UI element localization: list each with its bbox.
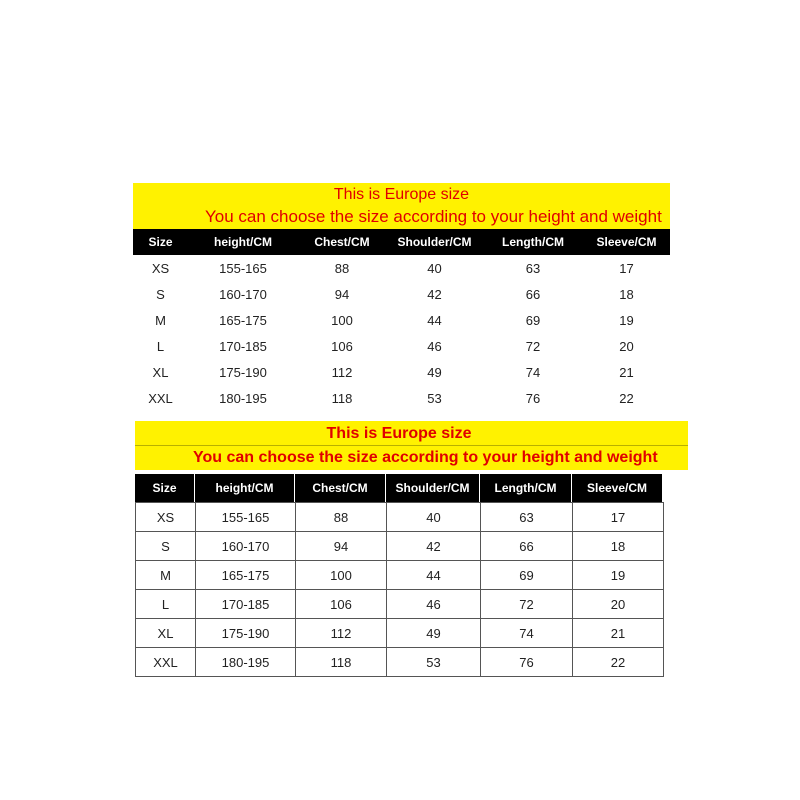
chart-banner — [133, 183, 670, 229]
table-row — [133, 281, 670, 307]
cell-length: 69 — [481, 561, 573, 590]
cell-chest: 106 — [331, 338, 353, 354]
header-chest: Chest/CM — [295, 474, 386, 502]
cell-shoulder: 42 — [387, 532, 481, 561]
cell-chest: 88 — [334, 260, 350, 276]
cell-chest: 118 — [331, 390, 353, 406]
table-row — [133, 359, 670, 385]
cell-size: M — [136, 561, 196, 590]
table-row — [133, 307, 670, 333]
header-height: height/CM — [214, 235, 272, 249]
cell-height: 180-195 — [196, 648, 296, 677]
header-height: height/CM — [195, 474, 295, 502]
cell-shoulder: 49 — [427, 364, 442, 380]
cell-shoulder: 44 — [427, 312, 442, 328]
header-size: Size — [148, 235, 173, 249]
cell-sleeve: 17 — [573, 503, 664, 532]
table-body — [133, 255, 670, 411]
chart-subtitle: You can choose the size according to your height and weight — [205, 207, 662, 226]
cell-height: 165-175 — [219, 312, 267, 328]
table-row — [136, 648, 664, 677]
cell-length: 69 — [525, 312, 541, 328]
cell-size: XXL — [136, 648, 196, 677]
cell-size: XXL — [148, 390, 173, 406]
cell-shoulder: 46 — [427, 338, 442, 354]
cell-shoulder: 42 — [427, 286, 442, 302]
cell-height: 160-170 — [219, 286, 267, 302]
cell-sleeve: 18 — [573, 532, 664, 561]
cell-chest: 112 — [296, 619, 387, 648]
header-length: Length/CM — [480, 474, 572, 502]
cell-shoulder: 44 — [387, 561, 481, 590]
cell-chest: 118 — [296, 648, 387, 677]
cell-chest: 100 — [296, 561, 387, 590]
header-shoulder: Shoulder/CM — [386, 474, 480, 502]
cell-size: XS — [151, 260, 170, 276]
table-row — [136, 532, 664, 561]
cell-chest: 106 — [296, 590, 387, 619]
table-row — [133, 385, 670, 411]
cell-length: 72 — [525, 338, 541, 354]
banner-divider — [135, 445, 688, 446]
chart-subtitle: You can choose the size according to your height and weight — [193, 449, 658, 466]
cell-height: 180-195 — [219, 390, 267, 406]
cell-length: 63 — [481, 503, 573, 532]
cell-length: 76 — [481, 648, 573, 677]
cell-size: L — [156, 338, 165, 354]
table-row — [133, 255, 670, 281]
cell-height: 155-165 — [219, 260, 267, 276]
cell-shoulder: 49 — [387, 619, 481, 648]
cell-chest: 112 — [331, 364, 353, 380]
cell-shoulder: 53 — [427, 390, 442, 406]
cell-length: 76 — [525, 390, 541, 406]
size-chart-2 — [135, 421, 688, 677]
cell-size: XL — [152, 364, 169, 380]
table-row — [136, 590, 664, 619]
cell-chest: 94 — [334, 286, 350, 302]
table-row — [136, 561, 664, 590]
header-chest: Chest/CM — [314, 235, 370, 249]
header-size: Size — [135, 474, 195, 502]
header-sleeve: Sleeve/CM — [596, 235, 657, 249]
cell-size: L — [136, 590, 196, 619]
size-chart-1 — [133, 183, 670, 411]
cell-height: 170-185 — [219, 338, 267, 354]
cell-size: S — [136, 532, 196, 561]
cell-height: 165-175 — [196, 561, 296, 590]
cell-sleeve: 21 — [573, 619, 664, 648]
cell-length: 74 — [525, 364, 541, 380]
cell-size: XS — [136, 503, 196, 532]
header-sleeve: Sleeve/CM — [572, 474, 663, 502]
cell-height: 175-190 — [219, 364, 267, 380]
table-row — [136, 619, 664, 648]
cell-sleeve: 17 — [619, 260, 634, 276]
cell-chest: 94 — [296, 532, 387, 561]
cell-height: 175-190 — [196, 619, 296, 648]
cell-size: S — [156, 286, 165, 302]
cell-shoulder: 53 — [387, 648, 481, 677]
cell-sleeve: 22 — [619, 390, 634, 406]
cell-size: M — [155, 312, 166, 328]
cell-sleeve: 20 — [573, 590, 664, 619]
cell-length: 66 — [525, 286, 541, 302]
table-header — [133, 229, 670, 255]
chart-banner — [135, 421, 688, 470]
cell-size: XL — [136, 619, 196, 648]
cell-chest: 100 — [331, 312, 353, 328]
cell-length: 74 — [481, 619, 573, 648]
cell-chest: 88 — [296, 503, 387, 532]
table-header — [135, 474, 663, 502]
chart-title: This is Europe size — [333, 186, 470, 203]
cell-sleeve: 19 — [619, 312, 634, 328]
cell-length: 72 — [481, 590, 573, 619]
header-length: Length/CM — [502, 235, 564, 249]
cell-shoulder: 46 — [387, 590, 481, 619]
cell-sleeve: 18 — [619, 286, 634, 302]
cell-shoulder: 40 — [427, 260, 442, 276]
cell-length: 63 — [525, 260, 541, 276]
cell-height: 170-185 — [196, 590, 296, 619]
cell-height: 160-170 — [196, 532, 296, 561]
table-body — [135, 502, 664, 677]
table-row — [136, 503, 664, 532]
cell-sleeve: 22 — [573, 648, 664, 677]
header-shoulder: Shoulder/CM — [397, 235, 472, 249]
cell-length: 66 — [481, 532, 573, 561]
cell-shoulder: 40 — [387, 503, 481, 532]
cell-height: 155-165 — [196, 503, 296, 532]
table-row — [133, 333, 670, 359]
cell-sleeve: 19 — [573, 561, 664, 590]
chart-title: This is Europe size — [326, 425, 472, 442]
cell-sleeve: 20 — [619, 338, 634, 354]
cell-sleeve: 21 — [619, 364, 634, 380]
